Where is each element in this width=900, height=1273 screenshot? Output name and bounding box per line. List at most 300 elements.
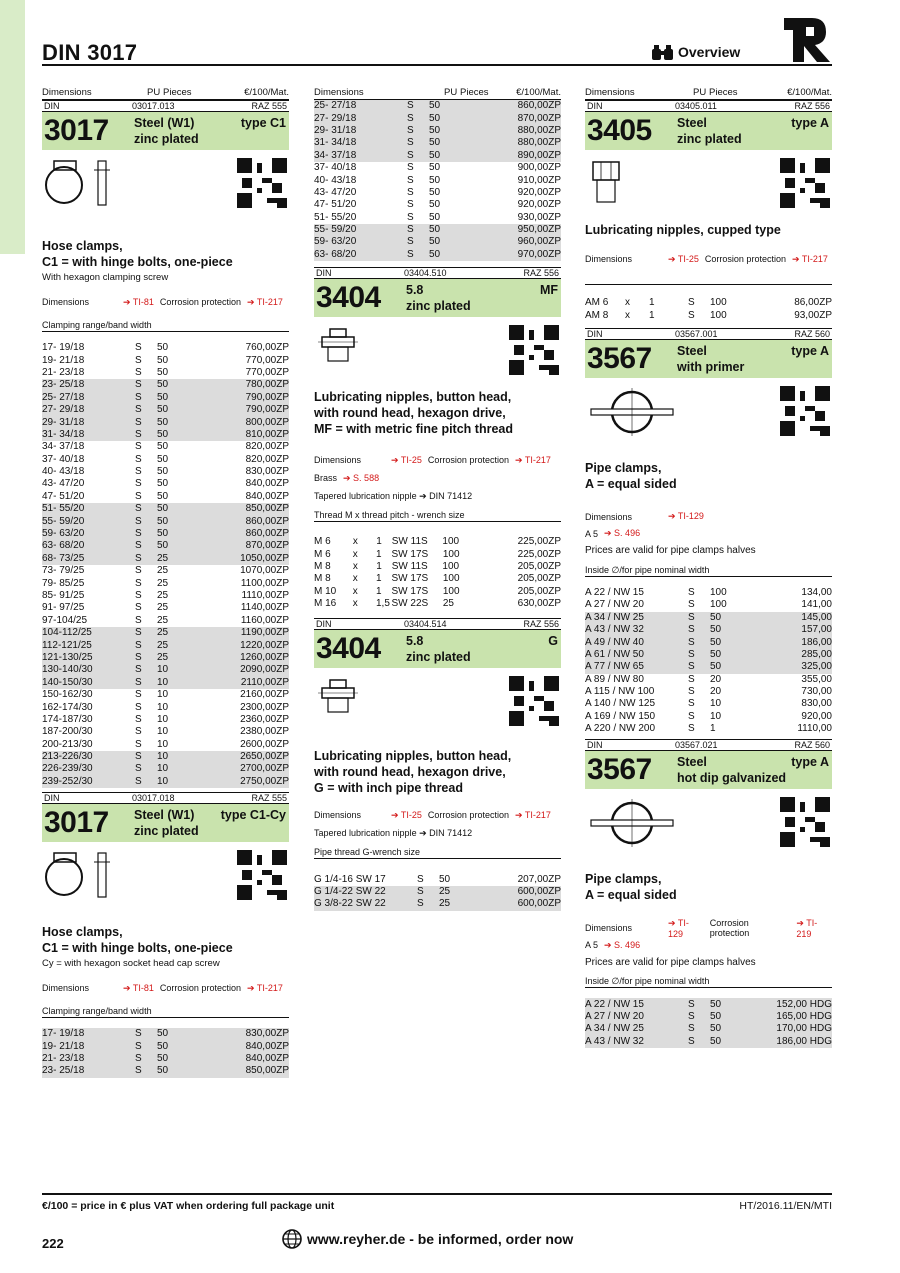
table-cell: 10 [710,710,722,722]
product-number: 3567 [587,753,652,787]
product-finish: zinc plated [134,132,199,146]
table-row [42,776,289,788]
table-cell: 1140,00ZP [240,602,289,614]
table-cell: 63- 68/20 [42,540,85,552]
din-label: DIN [316,268,332,279]
section-label: Inside ∅/for pipe nominal width [585,975,832,988]
page-number: 222 [42,1236,64,1251]
table-cell: 25 [157,627,169,639]
table-cell: 50 [157,404,169,416]
table-cell: 50 [157,416,169,428]
din-code: 03017.018 [132,793,175,804]
table-cell: S [407,199,414,211]
table-row [585,686,832,698]
product-type: type C1-Cy [220,808,286,823]
table-cell: 100 [442,536,460,548]
product-header [42,112,289,150]
table-cell: 2700,00ZP [240,763,289,775]
table-cell: SW 17 [391,548,422,560]
corrosion-label: Corrosion protection [427,810,509,821]
table-cell: 51- 55/20 [42,503,85,515]
table-cell: A 43 / NW 32 [585,624,644,636]
product-description: C1 = with hinge bolts, one-piece [42,941,233,956]
table-cell: 810,00ZP [245,428,289,440]
table-cell: 730,00 [801,686,832,698]
table-cell: S [135,602,142,614]
table-cell: S [135,515,142,527]
table-cell: 10 [157,738,169,750]
table-cell: 50 [157,366,169,378]
table-cell: 880,00ZP [517,137,561,149]
dimensions-link[interactable]: ➔ TI-81 [123,296,154,307]
hose-clamp-drawing-icon [44,850,114,900]
table-cell: S [135,775,142,787]
table-cell: 1 [376,548,382,560]
table-cell: A 49 / NW 40 [585,636,644,648]
table-row [42,577,289,589]
column-1 [42,86,289,1078]
table-cell: S [421,598,429,610]
table-row [42,639,289,651]
table-cell: A 27 / NW 20 [585,599,644,611]
table-row [314,162,561,174]
bottom-rule [42,1193,832,1195]
table-cell: 1160,00ZP [240,614,289,626]
table-cell: SW 17 [391,585,422,597]
table-cell: S [407,174,414,186]
qr-code-icon[interactable] [780,797,830,847]
website-text: www.reyher.de - be informed, order now [307,1231,574,1247]
table-cell: 213-226/30 [42,751,93,763]
table-cell: 50 [710,648,722,660]
table-cell: G 3/8-22 SW 22 [314,898,386,910]
table-cell: 174-187/30 [42,713,93,725]
table-cell: 25 [157,565,169,577]
product-material: Steel (W1) [134,116,195,130]
table-cell: 50 [710,611,722,623]
table-cell: 25 [442,598,454,610]
table-cell: x [352,548,358,560]
product-finish: zinc plated [677,132,742,146]
table-cell: S [688,297,695,309]
dimensions-label: Dimensions [314,810,362,821]
table-cell: S [688,309,695,321]
table-cell: S [135,701,142,713]
table-row [314,199,561,211]
table-cell: 870,00ZP [245,540,289,552]
table-cell: 141,00 [801,599,832,611]
product-header [585,340,832,378]
table-cell: 790,00ZP [245,404,289,416]
table-cell: S [421,573,429,585]
table-cell: S [688,698,695,710]
table-row [585,587,832,599]
table-cell: 134,00 [801,586,832,598]
table-cell: 1 [376,536,382,548]
table-cell: 68- 73/25 [42,552,85,564]
din-line [42,100,289,112]
header-price: €/100/Mat. [787,87,832,98]
header-dimensions: Dimensions [585,87,635,98]
raz-code: RAZ 560 [794,740,830,751]
table-cell: S [135,391,142,403]
table-row [585,624,832,636]
qr-code-icon[interactable] [237,158,287,208]
dimensions-label: Dimensions [585,923,633,934]
price-note: Prices are valid for pipe clamps halves [585,545,756,557]
table-row [314,586,561,598]
table-cell: S [688,710,695,722]
table-cell: S [135,565,142,577]
corrosion-link[interactable]: ➔ TI-217 [514,454,551,465]
product-table [585,587,832,736]
table-cell: S [688,636,695,648]
product-description: Pipe clamps, [585,460,662,475]
table-cell: 2110,00ZP [240,676,289,688]
corrosion-label: Corrosion protection [159,983,241,994]
table-cell: 170,00 HDG [776,1023,832,1035]
table-cell: 2360,00ZP [240,713,289,725]
product-description: Hose clamps, [42,239,123,253]
section-label: Clamping range/band width [42,319,289,332]
table-cell: S [135,1028,142,1040]
table-row [314,212,561,224]
table-cell: 25- 27/18 [42,391,85,403]
table-row [42,627,289,639]
table-cell: S [135,726,142,738]
table-row [314,224,561,236]
table-row [42,392,289,404]
table-cell: 100 [710,586,727,598]
table-cell: 145,00 [801,611,832,623]
table-cell: S [135,490,142,502]
table-cell: 1,5 [376,598,390,610]
table-cell: S [135,478,142,490]
table-cell: 239-252/30 [42,775,93,787]
table-cell: S [421,561,428,573]
table-cell: S [407,224,414,236]
section-label: Pipe thread G-wrench size [314,846,561,859]
product-description: A = equal sided [585,888,677,903]
table-row [314,100,561,112]
table-row [42,478,289,490]
product-type: type A [791,755,829,770]
table-cell: x [352,561,358,573]
table-cell: 100 [710,297,727,309]
table-cell: S [688,586,695,598]
din-line [314,267,561,279]
table-cell: S [688,686,695,698]
dimensions-label: Dimensions [314,455,362,466]
table-cell: 50 [157,1065,169,1077]
corrosion-label: Corrosion protection [709,918,750,939]
table-cell: A 169 / NW 150 [585,710,656,722]
table-row [314,886,561,898]
table-cell: 840,00ZP [245,478,289,490]
table-cell: S [135,428,142,440]
table-cell: 890,00ZP [517,149,561,161]
table-cell: 50 [157,379,169,391]
din-code: 03404.514 [404,619,447,630]
product-header [585,112,832,150]
table-cell: 226-239/30 [42,763,93,775]
header-dimensions: Dimensions [314,87,364,98]
table-cell: 17- 19/18 [42,342,85,354]
product-description: Lubricating nipples, cupped type [585,223,781,237]
table-cell: 50 [157,466,169,478]
dimensions-link[interactable]: ➔ TI-25 [391,454,422,465]
raz-code: RAZ 555 [251,793,287,804]
product-material: Steel [677,116,707,130]
table-cell: S [135,689,142,701]
product-number: 3405 [587,114,652,147]
product-finish: hot dip galvanized [677,771,787,786]
table-cell: 1 [710,723,716,735]
table-row [314,137,561,149]
table-cell: x [625,297,630,309]
corrosion-link[interactable]: ➔ TI-217 [791,253,828,264]
a5-link[interactable]: ➔ S. 496 [604,939,641,950]
table-cell: 930,00ZP [517,211,561,223]
table-cell: A 22 / NW 15 [585,998,644,1010]
table-cell: 50 [157,1053,169,1065]
product-table [585,998,832,1048]
table-row [42,515,289,527]
table-cell: 63- 68/20 [314,248,357,260]
table-cell: A 34 / NW 25 [585,1023,644,1035]
table-cell: 880,00ZP [517,124,561,136]
table-row [42,354,289,366]
table-cell: 50 [710,1023,722,1035]
din-line [42,792,289,804]
table-cell: 43- 47/20 [314,186,357,198]
table-cell: 2380,00ZP [240,726,289,738]
product-type: type A [791,343,829,358]
table-cell: SW 22 [391,598,422,610]
table-row [42,739,289,751]
lubricating-nipple-drawing-icon [316,676,360,720]
table-cell: 860,00ZP [245,528,289,540]
table-cell: 47- 51/20 [42,490,85,502]
table-cell: x [352,598,358,610]
product-table [585,297,832,322]
table-cell: S [407,124,414,136]
table-cell: 10 [157,701,169,713]
table-cell: 10 [157,763,169,775]
table-cell: 790,00ZP [245,391,289,403]
table-cell: 840,00ZP [245,490,289,502]
table-cell: 50 [439,873,451,885]
table-cell: A 115 / NW 100 [585,686,655,698]
table-cell: 50 [157,1028,169,1040]
table-cell: 50 [429,236,441,248]
table-cell: 55- 59/20 [42,515,85,527]
table-cell: 50 [157,428,169,440]
dimensions-link[interactable]: ➔ TI-129 [668,917,689,939]
table-cell: S [407,112,414,124]
table-row [42,540,289,552]
table-cell: 186,00 HDG [776,1035,832,1047]
table-cell: 50 [157,441,169,453]
pipe-clamp-drawing-icon [587,797,677,847]
table-cell: 10 [157,726,169,738]
table-cell: S [407,149,414,161]
table-cell: 860,00ZP [245,515,289,527]
page-title: DIN 3017 [42,40,138,65]
header-pieces: Pieces [709,87,738,98]
table-cell: A 140 / NW 125 [585,698,656,710]
table-cell: S [135,1040,142,1052]
table-cell: A 34 / NW 25 [585,611,644,623]
brass-link[interactable]: ➔ S. 588 [343,472,380,483]
table-cell: SW 11 [391,536,422,548]
table-cell: S [135,1053,142,1065]
table-row [314,548,561,560]
table-cell: 205,00ZP [517,561,561,573]
raz-code: RAZ 556 [523,619,559,630]
table-cell: 121-130/25 [42,651,93,663]
table-cell: S [135,627,142,639]
corrosion-link[interactable]: ➔ TI-217 [514,809,551,820]
website-link[interactable] [282,1229,573,1249]
table-cell: 25- 27/18 [314,100,357,112]
table-cell: 130-140/30 [42,664,93,676]
table-cell: 34- 37/18 [314,149,357,161]
header-pieces: Pieces [163,87,192,98]
product-description: with round head, hexagon drive, [314,406,506,421]
dimensions-label: Dimensions [585,254,633,264]
table-cell: 830,00ZP [245,466,289,478]
table-cell: 1070,00ZP [240,565,289,577]
table-row [314,236,561,248]
a5-link[interactable]: ➔ S. 496 [604,528,641,539]
table-cell: S [688,998,695,1010]
din-line [585,100,832,112]
header-pu: PU [444,87,458,98]
table-cell: S [688,624,695,636]
product-description: Hose clamps, [42,925,123,940]
table-cell: S [421,585,429,597]
dimensions-link[interactable]: ➔ TI-81 [123,982,154,993]
din-code: 03404.510 [404,268,447,279]
table-cell: 600,00ZP [517,886,561,897]
corrosion-link[interactable]: ➔ TI-219 [796,917,818,939]
din-label: DIN [44,101,60,111]
product-type: type C1 [240,116,286,130]
header-pu: PU [693,87,707,98]
binoculars-icon [652,44,674,60]
dimensions-link[interactable]: ➔ TI-25 [391,809,422,820]
dimensions-link[interactable]: ➔ TI-25 [668,253,699,264]
table-cell: 50 [429,124,441,136]
section-label: Inside ∅/for pipe nominal width [585,564,832,577]
table-cell: S [135,577,142,589]
table-cell: 225,00ZP [517,536,561,548]
table-cell: S [688,1023,695,1035]
qr-code-icon[interactable] [780,386,830,436]
table-cell: 10 [710,698,722,710]
price-footnote: €/100 = price in € plus VAT when ordering full package unit [42,1200,335,1212]
product-finish: with primer [677,359,745,374]
table-cell: 830,00 [801,698,832,710]
table-cell: S [407,248,414,260]
product-table [314,536,561,610]
table-cell: 1110,00ZP [241,590,289,601]
table-cell: 205,00ZP [517,573,562,585]
corrosion-link[interactable]: ➔ TI-217 [246,296,283,307]
overview-link[interactable] [652,44,740,60]
table-row [42,701,289,713]
table-cell: 27- 29/18 [314,112,357,124]
table-cell: 50 [429,149,441,161]
column-2 [314,86,561,911]
hose-clamp-drawing-icon [44,158,114,208]
qr-code-icon[interactable] [237,850,287,900]
table-cell: S [135,503,142,515]
table-cell: S [135,342,142,354]
din-label: DIN [587,328,603,339]
table-cell: 50 [157,1040,169,1052]
table-cell: 34- 37/18 [42,441,85,453]
qr-code-icon[interactable] [780,158,830,208]
table-cell: S [135,751,142,763]
table-cell: A 220 / NW 200 [585,723,656,735]
table-row [42,565,289,577]
product-description: A = equal sided [585,476,677,491]
product-table [314,100,561,261]
table-cell: S [407,186,414,198]
table-row [42,416,289,428]
table-cell: 50 [429,186,441,198]
table-cell: 150-162/30 [42,689,93,701]
table-cell: 900,00ZP [517,162,561,174]
table-cell: S [407,236,414,248]
din-code: 03567.021 [675,740,718,751]
table-cell: 10 [157,713,169,725]
din-line [585,739,832,751]
raz-code: RAZ 556 [523,268,559,279]
table-cell: 86,00ZP [794,297,832,309]
table-cell: 285,00 [801,648,832,660]
table-row [42,664,289,676]
table-cell: 50 [710,636,722,648]
table-cell: 187-200/30 [42,726,93,738]
qr-code-icon[interactable] [509,325,559,375]
table-cell: 50 [429,137,441,149]
product-subtext: Cy = with hexagon socket head cap screw [42,958,220,970]
table-cell: 112-121/25 [42,639,92,651]
table-cell: 50 [429,100,441,112]
dimensions-link[interactable]: ➔ TI-129 [668,511,704,522]
product-material: Steel [677,755,707,770]
top-rule [42,64,832,66]
qr-code-icon[interactable] [509,676,559,726]
table-cell: AM 6 [585,297,609,309]
table-cell: SW 11 [391,561,422,573]
table-cell: S [135,466,142,478]
table-cell: 1 [376,573,382,585]
raz-code: RAZ 556 [794,101,830,111]
table-cell: S [688,611,695,623]
table-cell: 2650,00ZP [240,751,289,763]
table-cell: S [135,404,142,416]
corrosion-link[interactable]: ➔ TI-217 [246,982,283,993]
table-cell: 920,00ZP [517,186,561,198]
table-row [42,491,289,503]
table-cell: 50 [429,112,441,124]
table-row [314,536,561,548]
table-cell: 2090,00ZP [240,664,289,676]
